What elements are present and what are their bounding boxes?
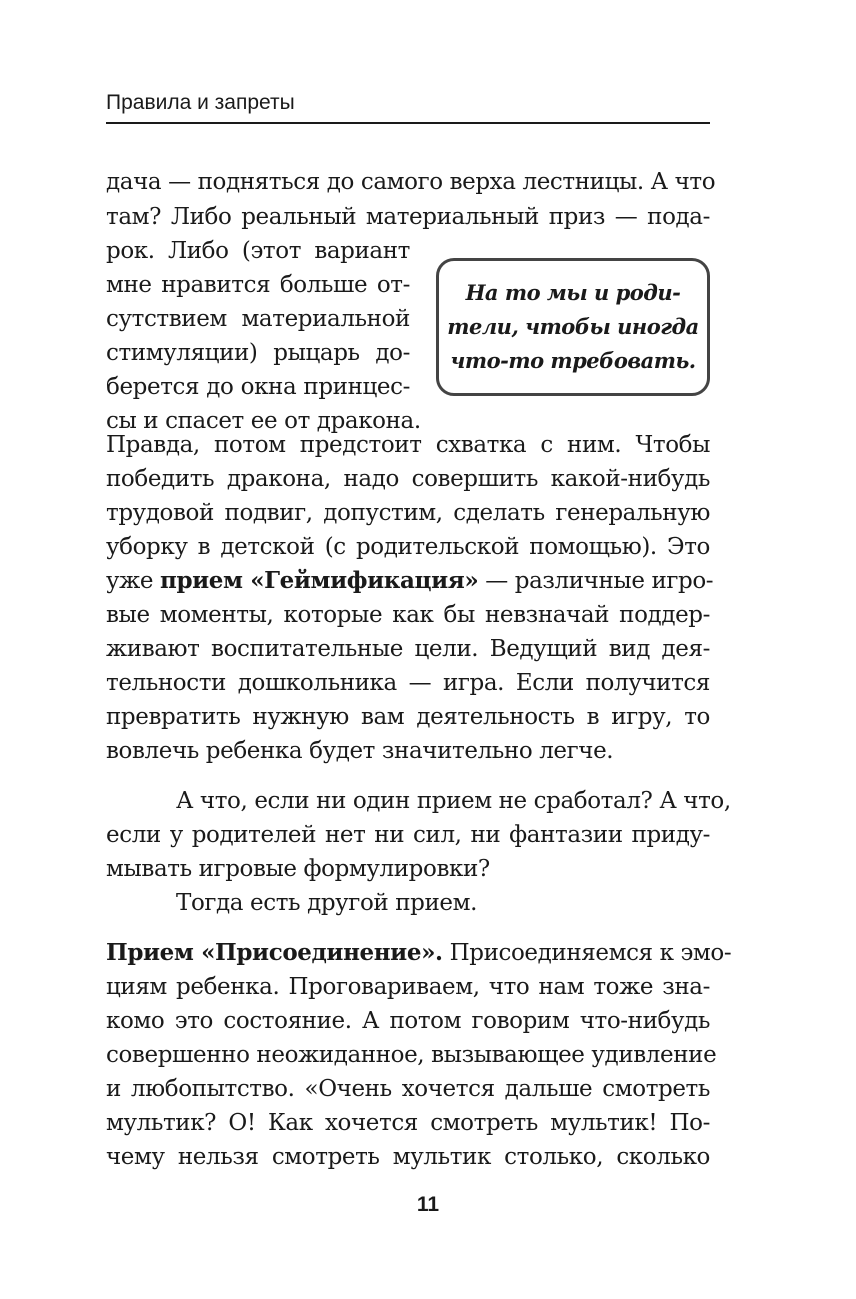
text-line: мне нравится больше от-: [106, 272, 410, 298]
text-line: победить дракона, надо совершить какой-нибудь: [106, 466, 710, 492]
text-line: вые моменты, которые как бы невзначай поддер-: [106, 602, 710, 628]
text-line: там? Либо реальный материальный приз — пода-: [106, 204, 710, 230]
pull-quote-line: тели, чтобы иногда: [447, 314, 699, 339]
text-line: рок. Либо (этот вариант: [106, 238, 410, 264]
text-line: Тогда есть другой прием.: [176, 890, 478, 916]
term-attachment: Прием «Присоединение».: [106, 939, 443, 966]
term-gamification: прием «Геймификация»: [160, 567, 479, 594]
header-rule: [106, 122, 710, 124]
page-number: 11: [416, 1193, 440, 1216]
text-line: чему нельзя смотреть мультик столько, сколько: [106, 1144, 710, 1170]
text-line: трудовой подвиг, допустим, сделать генеральную: [106, 500, 710, 526]
running-header: Правила и запреты: [106, 91, 295, 114]
text-line: уборку в детской (с родительской помощью). Это: [106, 534, 710, 560]
pull-quote-line: что-то требовать.: [450, 348, 696, 373]
text-line-attachment: [106, 937, 732, 969]
text-line: сутствием материальной: [106, 306, 410, 332]
text-line: дача — подняться до самого верха лестницы. А что: [106, 169, 716, 195]
text-line: комо это состояние. А потом говорим что-нибудь: [106, 1008, 710, 1034]
text-line: сы и спасет ее от дракона.: [106, 408, 421, 434]
text-line: стимуляции) рыцарь до-: [106, 340, 410, 366]
text-line-gamification: [106, 565, 714, 597]
text-line: мывать игровые формулировки?: [106, 856, 490, 882]
pull-quote-box: [436, 258, 710, 396]
text-line: вовлечь ребенка будет значительно легче.: [106, 738, 614, 764]
text-line: берется до окна принцес-: [106, 374, 410, 400]
text-span: уже: [106, 568, 161, 594]
text-line: тельности дошкольника — игра. Если получится: [106, 670, 710, 696]
text-line: Правда, потом предстоит схватка с ним. Чтобы: [106, 432, 710, 458]
text-line: совершенно неожиданное, вызывающее удивление: [106, 1042, 717, 1068]
text-line: живают воспитательные цели. Ведущий вид дея-: [106, 636, 710, 662]
text-line: циям ребенка. Проговариваем, что нам тоже зна-: [106, 974, 710, 1000]
text-line: мультик? О! Как хочется смотреть мультик! По-: [106, 1110, 710, 1136]
text-line: А что, если ни один прием не сработал? А что,: [176, 788, 731, 814]
text-line: превратить нужную вам деятельность в игру, то: [106, 704, 710, 730]
text-span: Присоединяемся к эмо-: [442, 940, 732, 966]
text-span: — различные игро-: [478, 568, 714, 594]
pull-quote-line: На то мы и роди-: [465, 280, 681, 305]
text-line: и любопытство. «Очень хочется дальше смотреть: [106, 1076, 710, 1102]
text-line: если у родителей нет ни сил, ни фантазии приду-: [106, 822, 710, 848]
